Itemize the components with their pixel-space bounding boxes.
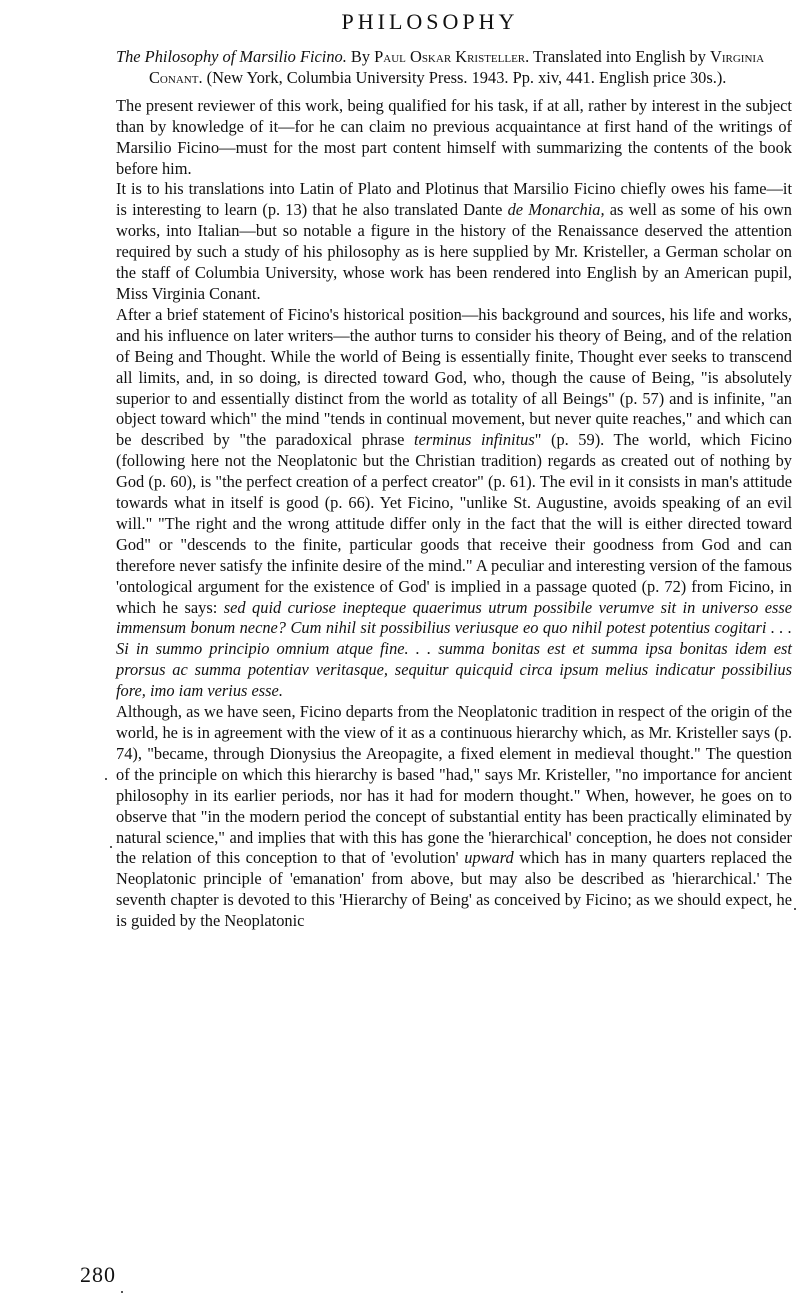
margin-speck <box>121 1291 123 1293</box>
book-translator: Virginia Conant <box>149 47 765 87</box>
paragraph-1: The present reviewer of this work, being qualified for his task, if at all, rather by interest in the subject than by knowledge of it—for he can claim no previous acquaintance at first hand of the writings of Marsilio Ficino—must for the most part content himself with summarizing the contents of the book before him. <box>116 95 792 178</box>
margin-speck <box>105 778 107 780</box>
latin-quotation: sed quid curiose inepteque quaerimus utrum possibile verumve sit in universo esse immensum bonum necne? Cum nihil sit possibilius veriusque eo quo nihil potest potentius cogitari . . . Si in summo principio omnium atque fine. . . summa bonitas est et summa ipsa bonitas idem est prorsus ac summa potentiav veritasque, sequitur quicquid circa ipsum melius indicatur possibilius fore, imo iam verius esse. <box>116 597 793 701</box>
paragraph-2-italic: de Monarchia, <box>507 200 605 220</box>
paragraph-2-text-b: as well as some of his own works, into Italian—but so notable a figure in the history of the Renaissance deserved the attention required by such a study of his philosophy as is here supplied by Mr. Kristeller, a German scholar on the staff of Columbia University, whose work has been rendered into English by an American pupil, Miss Virginia Conant. <box>116 200 792 303</box>
margin-speck <box>794 908 796 910</box>
book-title: The Philosophy of Marsilio Ficino. <box>116 47 347 66</box>
paragraph-4 <box>116 702 792 932</box>
paragraph-3-italic: terminus infinitus <box>414 430 535 450</box>
paragraph-4-text-a: Although, as we have seen, Ficino departs from the Neoplatonic tradition in respect of the origin of the world, he is in agreement with the view of it as a continuous hierarchy which, as Mr. Kristeller says (p. 74), "became, through Dionysius the Areopagite, a fixed element in medieval thought." The question of the principle on which this hierarchy is based "had," says Mr. Kristeller, "no importance for ancient philosophy in its earlier periods, nor has it had for modern thought." When, however, he goes on to observe that "in the modern period the concept of substantial entity has been practically eliminated by natural science," and implies that with this has gone the 'hierarchical' conception, he does not consider the relation of this conception to that of 'evolution' <box>116 702 792 868</box>
citation-translated: . Translated into English by <box>525 47 711 66</box>
paragraph-4-text-b: which has in many quarters replaced the Neoplatonic principle of 'emanation' from above, but may also be described as 'hierarchical.' The seventh chapter is devoted to this 'Hierarchy of Being' as conceived by Ficino; as we should expect, he is guided by the Neoplatonic <box>116 848 792 931</box>
section-heading: PHILOSOPHY <box>341 9 519 34</box>
citation-publication: . (New York, Columbia University Press. 1943. Pp. xiv, 441. English price 30s.). <box>198 67 727 87</box>
margin-speck <box>110 846 112 848</box>
page-number: 280 <box>80 1262 116 1287</box>
review-body <box>116 47 792 932</box>
paragraph-3-text-b: " (p. 59). The world, which Ficino (following here not the Neoplatonic but the Christian tradition) regards as created out of nothing by God (p. 60), is "the perfect creation of a perfect creator" (p. 61). The evil in it consists in man's attitude towards what in itself is good (p. 66). Yet Ficino, "unlike St. Augustine, avoids speaking of an evil will." "The right and the wrong attitude differ only in the fact that the will is either directed toward God" or "descends to the finite, particular goods that receive their goodness from God and can therefore never satisfy the infinite desire of the mind." A peculiar and interesting version of the famous 'ontological argument for the existence of God' is implied in a passage quoted (p. 72) from Ficino, in which he says: <box>116 430 793 617</box>
citation-by: By <box>346 47 375 66</box>
paragraph-2-text-a: It is to his translations into Latin of Plato and Plotinus that Marsilio Ficino chiefly owes his fame—it is interesting to learn (p. 13) that he also translated Dante <box>116 179 792 220</box>
book-author: Paul Oskar Kristeller <box>374 47 526 66</box>
book-citation <box>116 47 792 89</box>
paragraph-3-text-a: After a brief statement of Ficino's historical position—his background and sources, his life and works, and his influence on later writers—the author turns to consider his theory of Being, and of the relation of Being and Thought. While the world of Being is essentially finite, Thought ever seeks to transcend all limits, and, in so doing, is directed toward God, who, though the cause of Being, "is absolutely superior to and essentially distinct from the world as totality of all Beings" (p. 57) and is infinite, "an object toward which" the mind "tends in continual movement, but never quite reaches," and which can be described by "the paradoxical phrase <box>116 304 792 450</box>
paragraph-4-italic: upward <box>464 848 514 868</box>
paragraph-2 <box>116 179 792 304</box>
paragraph-3 <box>116 305 792 702</box>
